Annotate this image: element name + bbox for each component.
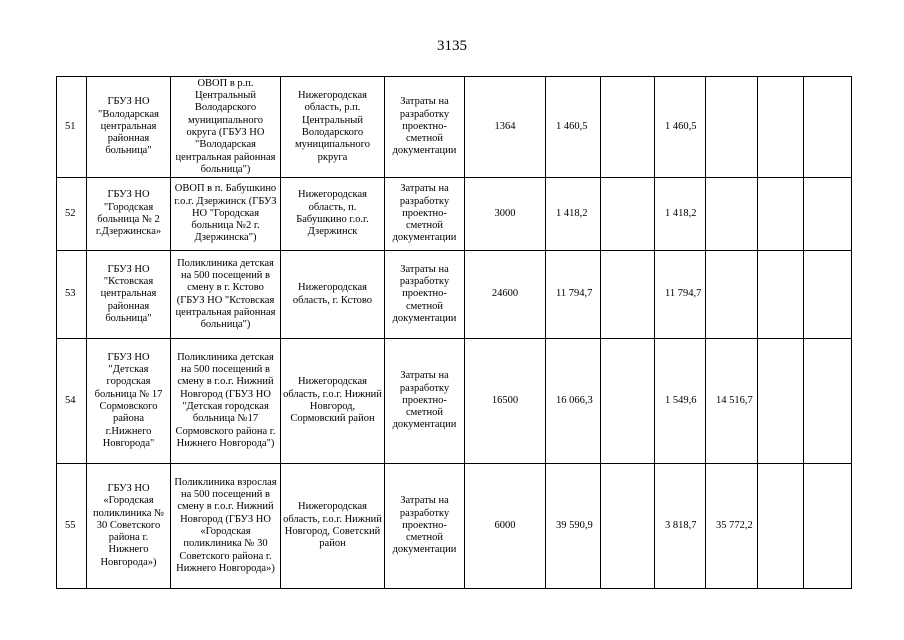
table-row [57,251,852,339]
table-row [57,464,852,589]
purpose-cell: Затраты на разработку проектно-сметной документации [385,77,465,178]
amount-cell-10: 14 516,7 [706,339,758,464]
amount-cell-11 [758,178,804,251]
address-cell: Нижегородская область, г.о.г. Нижний Новгород, Сормовский район [281,339,385,464]
amount-cell-12 [804,178,852,251]
table-row [57,178,852,251]
amount-cell-12 [804,464,852,589]
amount-cell-8 [601,464,655,589]
amount-cell-9: 11 794,7 [655,251,706,339]
object-cell: ОВОП в р.п. Центральный Володарского муниципального округа (ГБУЗ НО "Володарская центральная районная больница") [171,77,281,178]
amount-cell-9: 3 818,7 [655,464,706,589]
amount-cell-8 [601,77,655,178]
total-cell: 16 066,3 [546,339,601,464]
amount-cell-11 [758,464,804,589]
purpose-cell: Затраты на разработку проектно-сметной документации [385,464,465,589]
total-cell: 1 460,5 [546,77,601,178]
amount-cell-10: 35 772,2 [706,464,758,589]
object-cell: Поликлиника детская на 500 посещений в смену в г.о.г. Нижний Новгород (ГБУЗ НО "Детская городская больница №17 Сормовского района г. Нижнего Новгорода") [171,339,281,464]
amount-cell-8 [601,339,655,464]
address-cell: Нижегородская область, г. Кстово [281,251,385,339]
amount-cell-9: 1 418,2 [655,178,706,251]
purpose-cell: Затраты на разработку проектно-сметной документации [385,339,465,464]
row-number: 55 [57,464,87,589]
organization-cell: ГБУЗ НО "Володарская центральная районная больница" [87,77,171,178]
object-cell: ОВОП в п. Бабушкино г.о.г. Дзержинск (ГБУЗ НО "Городская больница №2 г. Дзержинска") [171,178,281,251]
table-row [57,77,852,178]
object-cell: Поликлиника взрослая на 500 посещений в смену в г.о.г. Нижний Новгород (ГБУЗ НО «Городская поликлиника № 30 Советского района г. Нижнего Новгорода») [171,464,281,589]
amount-cell-12 [804,77,852,178]
amount-cell-8 [601,178,655,251]
amount-cell-10 [706,178,758,251]
amount-cell-10 [706,77,758,178]
amount-cell-10 [706,251,758,339]
capacity-cell: 1364 [465,77,546,178]
capacity-cell: 16500 [465,339,546,464]
total-cell: 11 794,7 [546,251,601,339]
object-cell: Поликлиника детская на 500 посещений в смену в г. Кстово (ГБУЗ НО "Кстовская центральная районная больница") [171,251,281,339]
amount-cell-11 [758,77,804,178]
purpose-cell: Затраты на разработку проектно-сметной документации [385,251,465,339]
amount-cell-9: 1 549,6 [655,339,706,464]
amount-cell-11 [758,251,804,339]
capacity-cell: 24600 [465,251,546,339]
capacity-cell: 3000 [465,178,546,251]
amount-cell-8 [601,251,655,339]
table-row [57,339,852,464]
amount-cell-12 [804,251,852,339]
investment-table [56,76,852,589]
amount-cell-9: 1 460,5 [655,77,706,178]
row-number: 53 [57,251,87,339]
address-cell: Нижегородская область, п. Бабушкино г.о.г. Дзержинск [281,178,385,251]
row-number: 51 [57,77,87,178]
total-cell: 39 590,9 [546,464,601,589]
organization-cell: ГБУЗ НО "Детская городская больница № 17 Сормовского района г.Нижнего Новгорода" [87,339,171,464]
organization-cell: ГБУЗ НО "Городская больница № 2 г.Дзержинска» [87,178,171,251]
organization-cell: ГБУЗ НО «Городская поликлиника № 30 Советского района г. Нижнего Новгорода») [87,464,171,589]
total-cell: 1 418,2 [546,178,601,251]
row-number: 52 [57,178,87,251]
organization-cell: ГБУЗ НО "Кстовская центральная районная больница" [87,251,171,339]
amount-cell-12 [804,339,852,464]
address-cell: Нижегородская область, г.о.г. Нижний Новгород, Советский район [281,464,385,589]
page-number: 3135 [437,38,467,54]
amount-cell-11 [758,339,804,464]
address-cell: Нижегородская область, р.п. Центральный Володарского муниципального ркруга [281,77,385,178]
capacity-cell: 6000 [465,464,546,589]
purpose-cell: Затраты на разработку проектно-сметной документации [385,178,465,251]
row-number: 54 [57,339,87,464]
